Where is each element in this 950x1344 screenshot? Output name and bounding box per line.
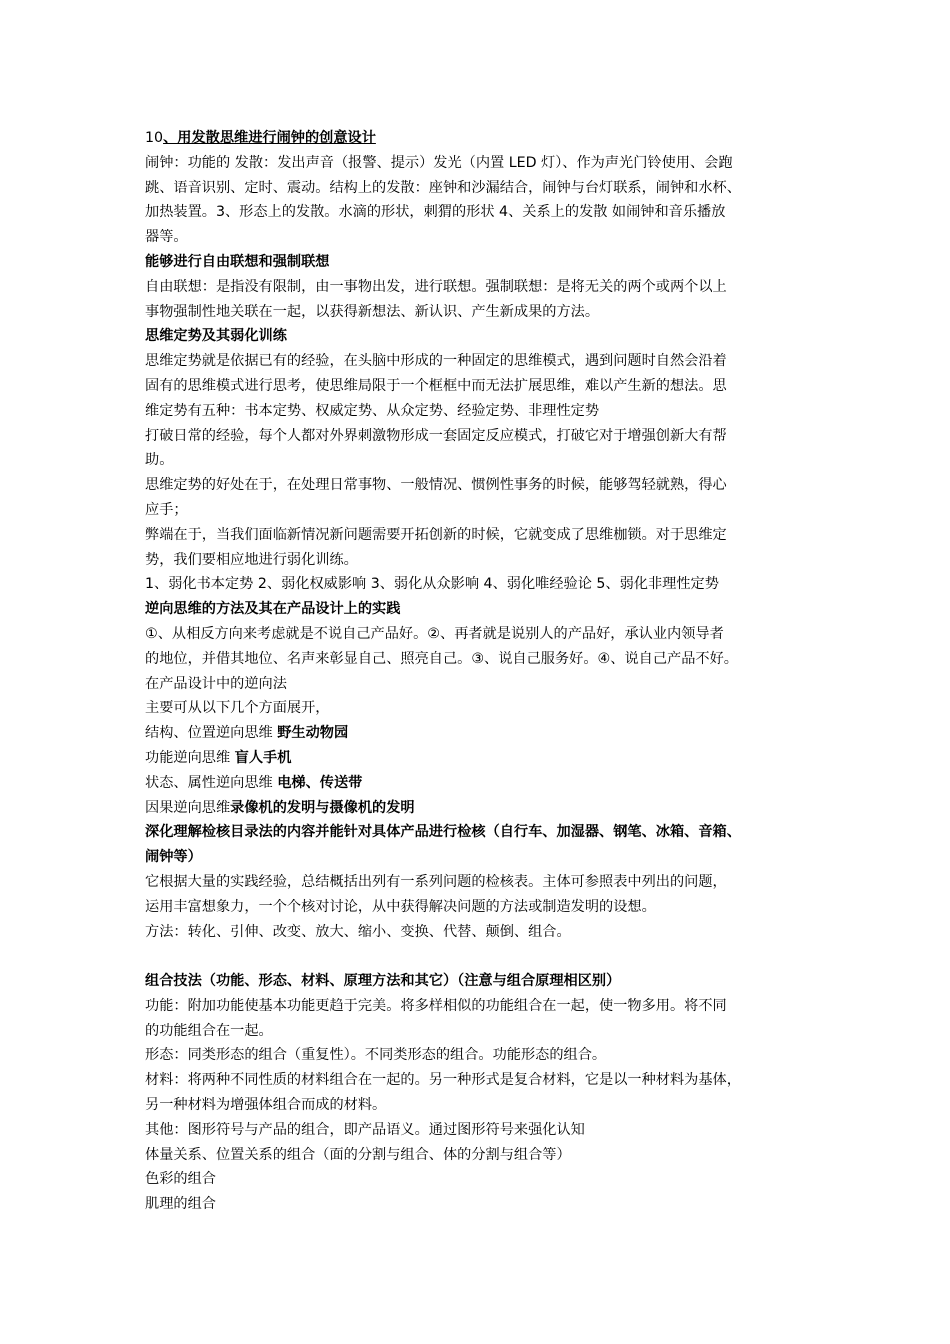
- paragraph-line: 事物强制性地关联在一起，以获得新想法、新认识、产生新成果的方法。: [145, 303, 600, 320]
- reverse-item-label: 功能逆向思维: [145, 749, 235, 766]
- section-heading-association: 能够进行自由联想和强制联想: [145, 253, 330, 270]
- reverse-item-label: 因果逆向思维: [145, 799, 231, 816]
- paragraph-line: 1、弱化书本定势 2、弱化权威影响 3、弱化从众影响 4、弱化唯经验论 5、弱化非理性定势: [145, 576, 719, 593]
- paragraph-line: ①、从相反方向来考虑就是不说自己产品好。②、再者就是说别人的产品好，承认业内领导者: [145, 625, 724, 642]
- reverse-item-example: 盲人手机: [234, 749, 292, 766]
- paragraph-line: 固有的思维模式进行思考，使思维局限于一个框框中而无法扩展思维，难以产生新的想法。思: [145, 377, 727, 394]
- paragraph-line: 自由联想：是指没有限制，由一事物出发，进行联想。强制联想：是将无关的两个或两个以上: [145, 278, 727, 295]
- paragraph-line: 另一种材料为增强体组合而成的材料。: [145, 1097, 387, 1114]
- paragraph-line: 助。: [145, 452, 174, 469]
- section-heading-mindset: 思维定势及其弱化训练: [145, 328, 287, 345]
- blank-line: [145, 944, 825, 969]
- paragraph-line: 主要可从以下几个方面展开，: [145, 700, 330, 717]
- section-heading-alarm-clock: [145, 126, 825, 151]
- paragraph-line: 的地位，并借其地位、名声来彰显自己、照亮自己。③、说自己服务好。④、说自己产品不好。: [145, 650, 738, 667]
- paragraph-line: 思维定势的好处在于，在处理日常事物、一般情况、惯例性事务的时候，能够驾轻就熟，得心: [145, 477, 727, 494]
- paragraph-line: 跳、语音识别、定时、震动。结构上的发散：座钟和沙漏结合，闹钟与台灯联系，闹钟和水杯、: [145, 179, 741, 196]
- reverse-item: [145, 771, 825, 796]
- paragraph-line: 应手；: [145, 501, 188, 518]
- paragraph-line: 维定势有五种：书本定势、权威定势、从众定势、经验定势、非理性定势: [145, 402, 600, 419]
- section-heading-checklist-cont: 闹钟等）: [145, 849, 202, 866]
- reverse-item-label: 结构、位置逆向思维: [145, 725, 278, 742]
- paragraph-line: 它根据大量的实践经验，总结概括出列有一系列问题的检核表。主体可参照表中列出的问题，: [145, 873, 727, 890]
- reverse-item-example: 野生动物园: [277, 725, 349, 742]
- paragraph-line: 形态：同类形态的组合（重复性）。不同类形态的组合。功能形态的组合。: [145, 1047, 607, 1064]
- section-title: 、用发散思维进行闹钟的创意设计: [163, 130, 376, 146]
- paragraph-line: 加热装置。3、形态上的发散。水滴的形状，刺猬的形状 4、关系上的发散 如闹钟和音乐播放: [145, 204, 726, 221]
- reverse-item-example: 电梯、传送带: [277, 774, 363, 791]
- paragraph-line: 肌理的组合: [145, 1196, 216, 1213]
- document-page: [145, 126, 825, 1217]
- paragraph-line: 的功能组合在一起。: [145, 1022, 273, 1039]
- paragraph-line: 方法：转化、引伸、改变、放大、缩小、变换、代替、颠倒、组合。: [145, 923, 571, 940]
- section-heading-combination: 组合技法（功能、形态、材料、原理方法和其它）（注意与组合原理相区别）: [145, 973, 621, 990]
- paragraph-line: 弊端在于，当我们面临新情况新问题需要开拓创新的时候，它就变成了思维枷锁。对于思维定: [145, 526, 727, 543]
- reverse-item-label: 状态、属性逆向思维: [145, 774, 278, 791]
- paragraph-line: 功能：附加功能使基本功能更趋于完美。将多样相似的功能组合在一起，使一物多用。将不同: [145, 997, 727, 1014]
- paragraph-line: 器等。: [145, 229, 188, 246]
- paragraph-line: 其他：图形符号与产品的组合，即产品语义。通过图形符号来强化认知: [145, 1121, 585, 1138]
- reverse-item: [145, 746, 825, 771]
- paragraph-line: 打破日常的经验，每个人都对外界刺激物形成一套固定反应模式，打破它对于增强创新大有帮: [145, 427, 727, 444]
- paragraph-line: 运用丰富想象力，一个个核对讨论，从中获得解决问题的方法或制造发明的设想。: [145, 898, 656, 915]
- paragraph-line: 势，我们要相应地进行弱化训练。: [145, 551, 358, 568]
- section-number: 10: [145, 130, 164, 146]
- section-heading-checklist: 深化理解检核目录法的内容并能针对具体产品进行检核（自行车、加湿器、钢笔、冰箱、音箱、: [145, 824, 741, 841]
- paragraph-line: 闹钟：功能的 发散：发出声音（报警、提示）发光（内置 LED 灯）、作为声光门铃使用、会跑: [145, 154, 733, 171]
- section-heading-reverse-thinking: 逆向思维的方法及其在产品设计上的实践: [145, 601, 401, 618]
- reverse-item: [145, 796, 825, 821]
- paragraph-line: 材料：将两种不同性质的材料组合在一起的。另一种形式是复合材料，它是以一种材料为基体，: [145, 1072, 741, 1089]
- reverse-item-example: 录像机的发明与摄像机的发明: [230, 799, 415, 816]
- paragraph-line: 思维定势就是依据已有的经验，在头脑中形成的一种固定的思维模式，遇到问题时自然会沿着: [145, 353, 727, 370]
- paragraph-line: 体量关系、位置关系的组合（面的分割与组合、体的分割与组合等）: [145, 1146, 571, 1163]
- paragraph-line: 色彩的组合: [145, 1171, 216, 1188]
- reverse-item: [145, 721, 825, 746]
- paragraph-line: 在产品设计中的逆向法: [145, 675, 287, 692]
